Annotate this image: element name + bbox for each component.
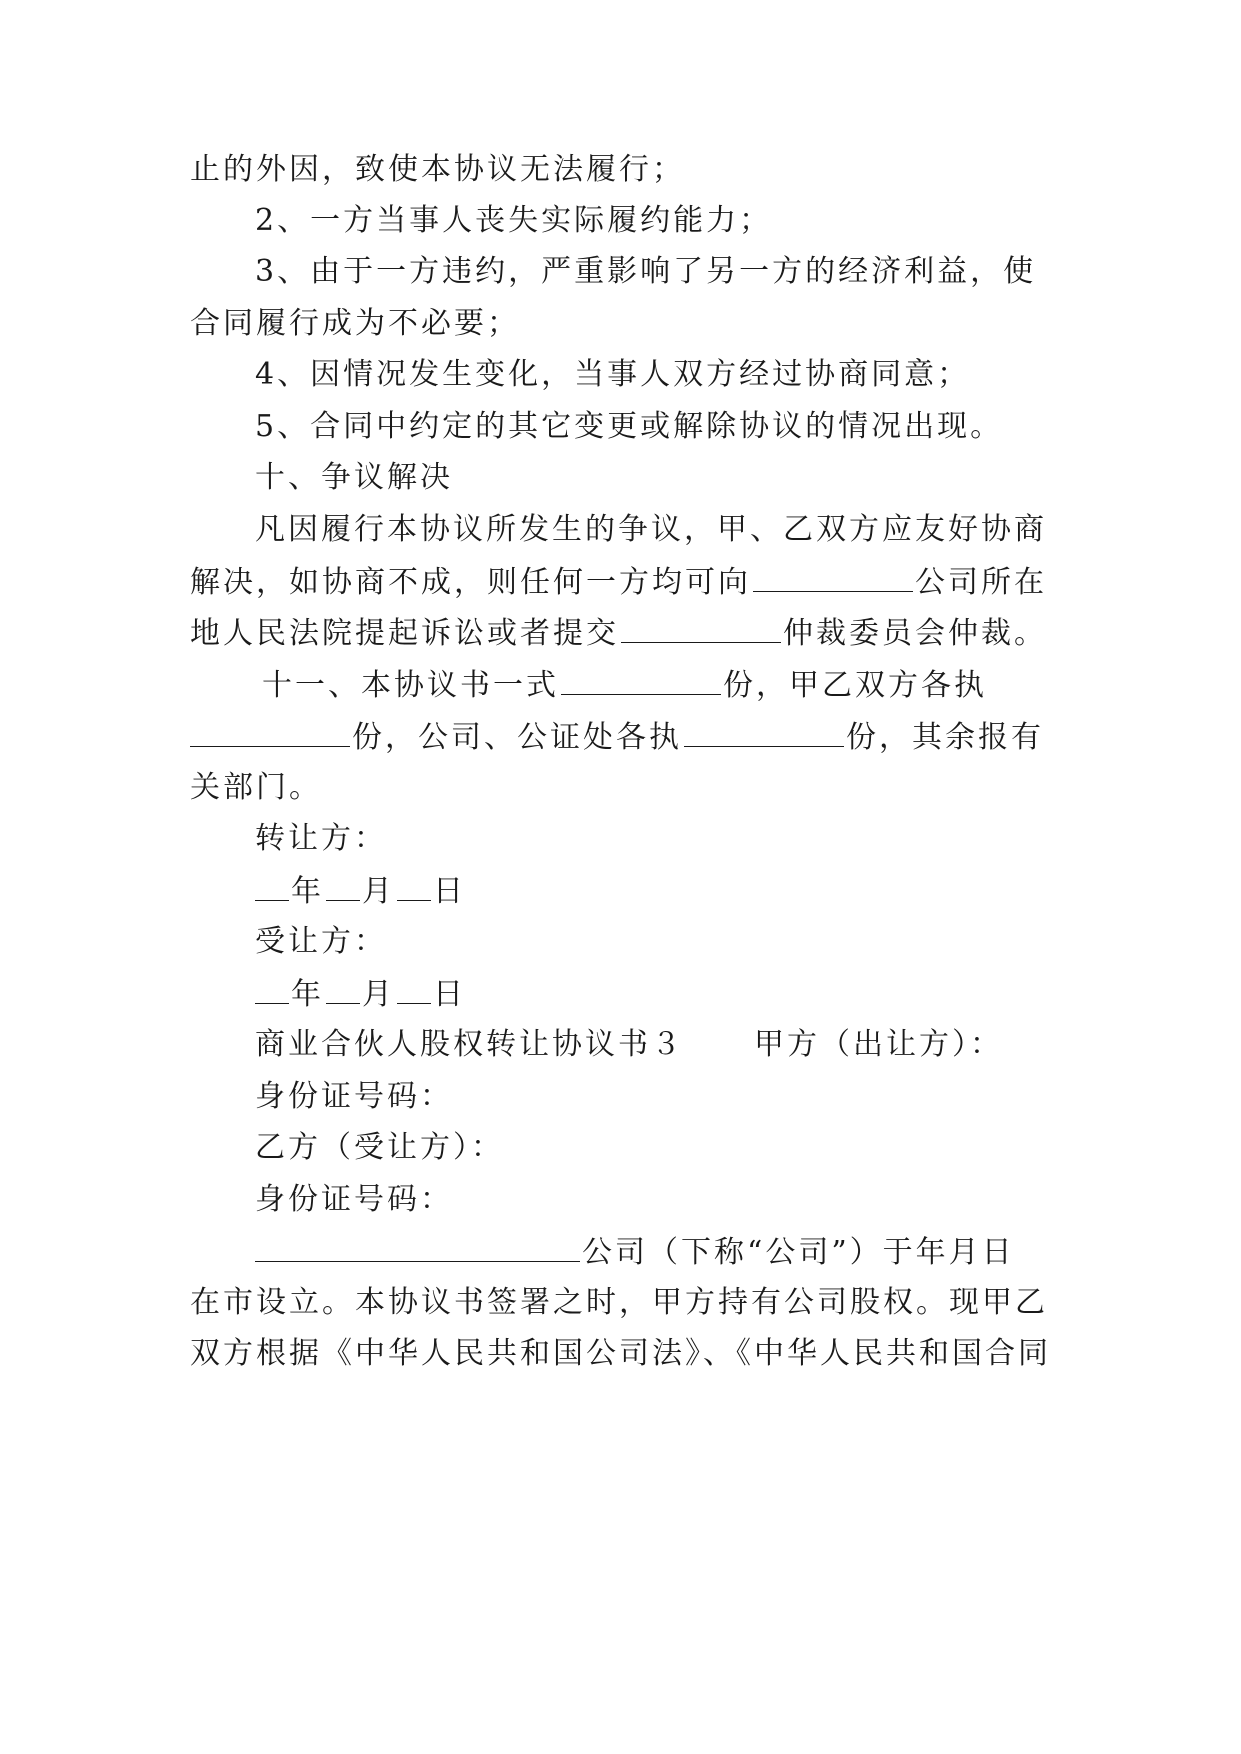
fill-blank <box>684 716 844 747</box>
text-segment: 仲裁委员会仲裁。 <box>783 616 1047 651</box>
id-number-label: 身份证号码： <box>255 1079 453 1114</box>
date-line <box>255 870 1070 910</box>
section-heading-dispute: 十、争议解决 <box>255 460 453 495</box>
id-number-label: 身份证号码： <box>255 1182 453 1217</box>
paragraph-line: 合同履行成为不必要； <box>190 306 520 341</box>
fill-blank <box>753 561 913 592</box>
fill-blank <box>255 973 289 1004</box>
section-heading-copies <box>262 664 1070 704</box>
text-segment: 地人民法院提起诉讼或者提交 <box>190 616 619 651</box>
party-a-label: 甲方（出让方）： <box>754 1027 1003 1062</box>
party-b-label: 乙方（受让方）： <box>255 1130 504 1165</box>
transferor-label: 转让方： <box>255 821 387 856</box>
paragraph-line <box>255 1231 1070 1271</box>
agreement-title-line <box>255 1025 1070 1065</box>
fill-blank <box>255 870 289 901</box>
paragraph-line: 双方根据《中华人民共和国公司法》、《中华人民共和国合同 <box>190 1336 1051 1371</box>
text-segment: 公司所在 <box>915 565 1047 600</box>
list-item-3: 3、由于一方违约，严重影响了另一方的经济利益，使 <box>255 254 1037 289</box>
text-segment: 十一、本协议书一式 <box>262 668 559 703</box>
text-segment: 份，公司、公证处各执 <box>352 720 682 755</box>
fill-blank <box>326 973 360 1004</box>
transferee-label: 受让方： <box>255 924 387 959</box>
text-segment: 份，其余报有 <box>846 720 1044 755</box>
fill-blank <box>561 664 721 695</box>
list-item-2: 2、一方当事人丧失实际履约能力； <box>255 203 773 238</box>
paragraph-line: 在市设立。本协议书签署之时，甲方持有公司股权。现甲乙 <box>190 1285 1048 1320</box>
paragraph-line: 凡因履行本协议所发生的争议，甲、乙双方应友好协商 <box>255 512 1047 547</box>
year-label: 年 <box>291 874 324 909</box>
list-item-4: 4、因情况发生变化，当事人双方经过协商同意； <box>255 357 971 392</box>
fill-blank <box>255 1231 580 1262</box>
month-label: 月 <box>362 874 395 909</box>
text-segment: 解决，如协商不成，则任何一方均可向 <box>190 565 751 600</box>
day-label: 日 <box>433 874 466 909</box>
year-label: 年 <box>291 977 324 1012</box>
month-label: 月 <box>362 977 395 1012</box>
list-item-5: 5、合同中约定的其它变更或解除协议的情况出现。 <box>255 409 1004 444</box>
paragraph-line: 止的外因，致使本协议无法履行； <box>190 152 685 187</box>
fill-blank <box>326 870 360 901</box>
text-segment: 份，甲乙双方各执 <box>723 668 987 703</box>
fill-blank <box>397 870 431 901</box>
paragraph-line <box>190 612 1070 652</box>
paragraph-line <box>190 561 1070 601</box>
paragraph-line <box>190 716 1070 756</box>
agreement-title: 商业合伙人股权转让协议书３ <box>255 1027 684 1062</box>
text-segment: 公司（下称“公司”）于年月日 <box>582 1235 1015 1270</box>
paragraph-line: 关部门。 <box>190 770 322 805</box>
day-label: 日 <box>433 977 466 1012</box>
fill-blank <box>397 973 431 1004</box>
fill-blank <box>190 716 350 747</box>
date-line <box>255 973 1070 1013</box>
fill-blank <box>621 612 781 643</box>
